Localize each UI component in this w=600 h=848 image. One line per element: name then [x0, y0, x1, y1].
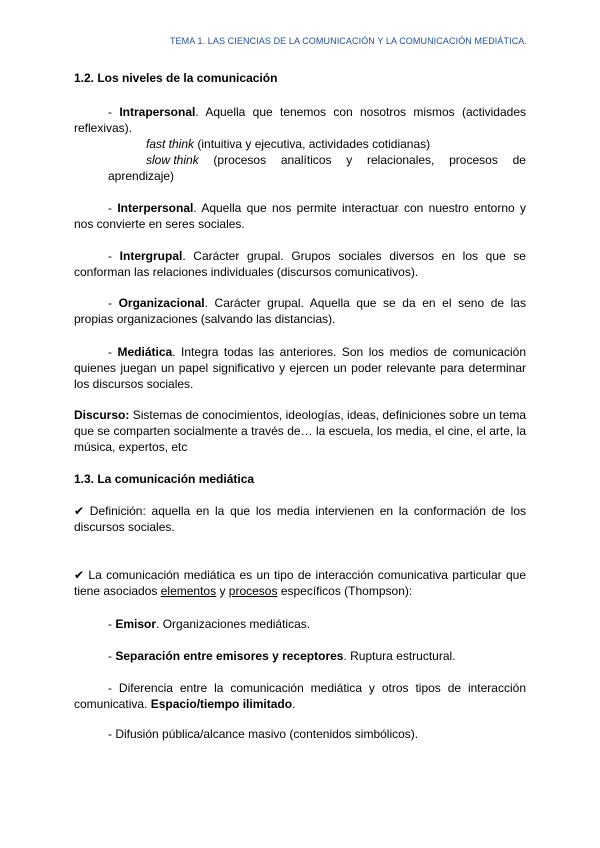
item-interpersonal: - Interpersonal. Aquella que nos permite interactuar con nuestro entorno y nos convierte en seres sociales. — [74, 201, 526, 231]
term-emisor: Emisor — [115, 617, 157, 631]
checkmark-icon: ✔ — [74, 504, 85, 518]
term-espacio-tiempo: Espacio/tiempo ilimitado — [150, 697, 293, 711]
tipo-paragraph: ✔ La comunicación mediática es un tipo de interacción comunicativa particular que tiene asociados elementos y procesos específicos (Thompson): — [74, 568, 526, 598]
term-mediatica: Mediática — [117, 345, 173, 359]
term-interpersonal: Interpersonal — [117, 201, 194, 215]
term-slow-think: slow think — [146, 153, 199, 167]
slow-think-tail: aprendizaje) — [108, 169, 175, 183]
definicion-paragraph: ✔ Definición: aquella en la que los media intervienen en la conformación de los discursos sociales. — [74, 504, 526, 534]
item-emisor: - Emisor. Organizaciones mediáticas. — [108, 617, 311, 631]
item-mediatica: - Mediática. Integra todas las anteriores. Son los medios de comunicación quienes juegan un papel significativo y ejercen un poder relevante para determinar los discursos sociales. — [74, 345, 526, 391]
item-organizacional: - Organizacional. Carácter grupal. Aquella que se da en el seno de las propias organizaciones (salvando las distancias). — [74, 296, 526, 326]
checkmark-icon: ✔ — [74, 568, 85, 582]
running-header: TEMA 1. LAS CIENCIAS DE LA COMUNICACIÓN Y LA COMUNICACIÓN MEDIÁTICA. — [169, 36, 527, 46]
item-intrapersonal: - Intrapersonal. Aquella que tenemos con nosotros mismos (actividades reflexivas). — [74, 105, 526, 135]
term-intergrupal: Intergrupal — [119, 249, 183, 263]
section-heading-1-2: 1.2. Los niveles de la comunicación — [74, 71, 278, 85]
fast-think-line: fast think (intuitiva y ejecutiva, actividades cotidianas) — [146, 137, 431, 151]
term-fast-think: fast think — [146, 137, 195, 151]
term-separacion: Separación entre emisores y receptores — [115, 649, 344, 663]
item-separacion: - Separación entre emisores y receptores. Ruptura estructural. — [108, 649, 456, 663]
term-discurso: Discurso: — [74, 408, 130, 422]
term-procesos: procesos — [228, 584, 278, 598]
slow-think-line: slow think (procesos analíticos y relacionales, procesos de — [146, 153, 526, 167]
discurso-definition: Discurso: Sistemas de conocimientos, ideologías, ideas, definiciones sobre un tema que se comparten socialmente a través de… la escuela, los media, el cine, el arte, la música, expertos, etc — [74, 408, 526, 454]
item-intergrupal: - Intergrupal. Carácter grupal. Grupos sociales diversos en los que se conforman las relaciones individuales (discursos comunicativos). — [74, 249, 526, 279]
term-intrapersonal: Intrapersonal — [119, 105, 196, 119]
item-diferencia: - Diferencia entre la comunicación mediática y otros tipos de interacción comunicativa. Espacio/tiempo ilimitado. — [74, 681, 526, 711]
term-organizacional: Organizacional — [118, 296, 205, 310]
section-heading-1-3: 1.3. La comunicación mediática — [74, 472, 255, 486]
item-difusion: - Difusión pública/alcance masivo (contenidos simbólicos). — [108, 727, 419, 741]
term-elementos: elementos — [160, 584, 217, 598]
